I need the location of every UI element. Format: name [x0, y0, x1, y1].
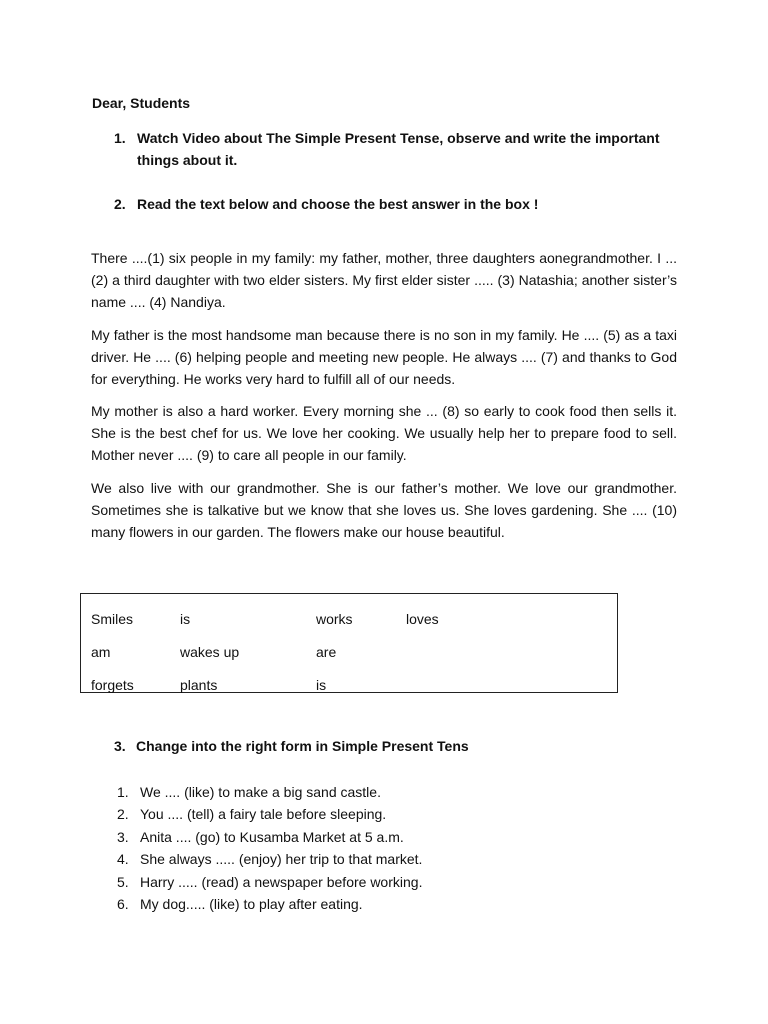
task-text: Watch Video about The Simple Present Tense, observe and write the important things about it. — [137, 130, 660, 168]
paragraph-grandmother: We also live with our grandmother. She is our father’s mother. We love our grandmother. Sometimes she is talkative but we know that she loves us. She loves gardening. She .... (10) many flowers in our garden. The flowers make our house beautiful. — [91, 480, 677, 541]
word-option: is — [180, 611, 191, 627]
word-option: works — [316, 611, 353, 627]
paragraph-mother: My mother is also a hard worker. Every morning she ... (8) so early to cook food then sells it. She is the best chef for us. We love her cooking. We usually help her to prepare food to sell. Mother never .... (9) to care all people in our family. — [91, 403, 677, 464]
word-option: Smiles — [91, 611, 134, 627]
word-option: am — [91, 644, 111, 660]
paragraph-father: My father is the most handsome man because there is no son in my family. He .... (5) as a taxi driver. He .... (6) helping people and meeting new people. He always .... (7) and thanks to God for everything. He works very hard to fulfill all of our needs. — [91, 327, 677, 388]
word-option: forgets — [91, 677, 134, 693]
exercise-text: She always ..... (enjoy) her trip to that market. — [140, 851, 423, 868]
paragraph-family: There ....(1) six people in my family: my father, mother, three daughters aonegrandmother. I ... (2) a third daughter with two elder sisters. My first elder sister ..... (3) Natashia; another sister’s name .... (4) Nandiya. — [91, 250, 677, 311]
exercise-number: 5. — [117, 873, 129, 890]
task-number: 1. — [114, 130, 126, 146]
exercise-text: You .... (tell) a fairy tale before sleeping. — [140, 806, 387, 823]
task-2 — [114, 193, 685, 215]
exercise-text: Anita .... (go) to Kusamba Market at 5 a.m. — [140, 828, 404, 845]
exercise-number: 1. — [117, 784, 129, 800]
exercise-text: Harry ..... (read) a newspaper before working. — [140, 873, 423, 890]
task-text: Change into the right form in Simple Present Tens — [136, 738, 469, 754]
exercise-number: 3. — [117, 828, 129, 845]
task-3 — [114, 738, 469, 754]
exercise-number: 2. — [117, 806, 129, 823]
exercise-number: 4. — [117, 851, 129, 868]
task-number: 3. — [114, 738, 126, 754]
word-option: loves — [406, 611, 439, 627]
word-option: are — [316, 644, 337, 660]
greeting: Dear, Students — [92, 95, 191, 111]
task-text: Read the text below and choose the best answer in the box ! — [137, 196, 539, 212]
answer-word-box — [80, 593, 618, 693]
word-option: plants — [180, 677, 218, 693]
task-1 — [114, 127, 685, 171]
word-option: wakes up — [180, 644, 240, 660]
word-option: is — [316, 677, 327, 693]
task-number: 2. — [114, 196, 126, 212]
exercise-text: We .... (like) to make a big sand castle. — [140, 784, 381, 800]
exercise-number: 6. — [117, 895, 129, 912]
exercise-text: My dog..... (like) to play after eating. — [140, 895, 363, 912]
